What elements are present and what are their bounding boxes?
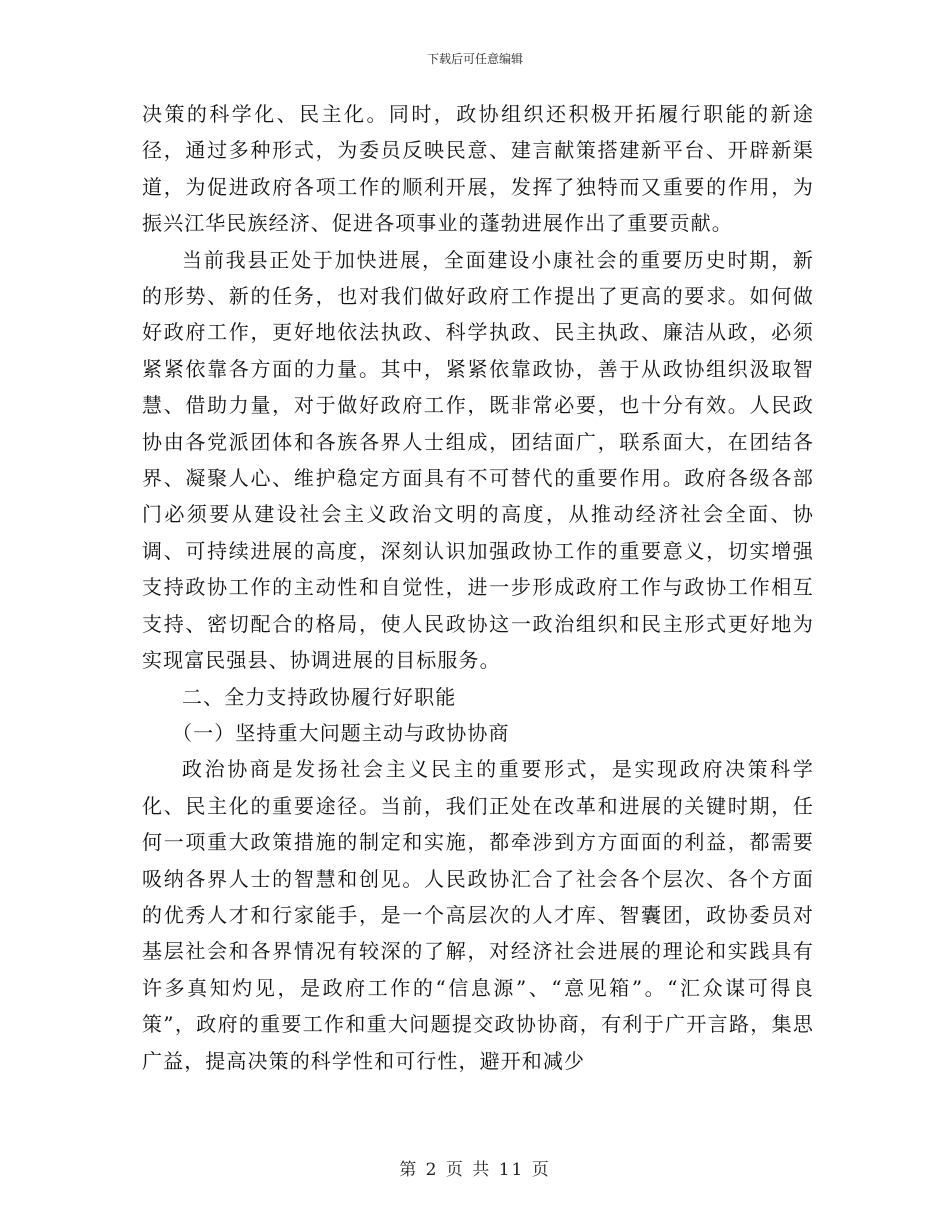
paragraph-current-situation: 当前我县正处于加快进展，全面建设小康社会的重要历史时期，新的形势、新的任务，也对我们做好政府工作提出了更高的要求。如何做好政府工作，更好地依法执政、科学执政、民主执政、廉洁从政，必须紧紧依靠各方面的力量。其中，紧紧依靠政协，善于从政协组织汲取智慧、借助力量，对于做好政府工作，既非常必要，也十分有效。人民政协由各党派团体和各族各界人士组成，团结面广，联系面大，在团结各界、凝聚人心、维护稳定方面具有不可替代的重要作用。政府各级各部门必须要从建设社会主义政治文明的高度，从推动经济社会全面、协调、可持续进展的高度，深刻认识加强政协工作的重要意义，切实增强支持政协工作的主动性和自觉性，进一步形成政府工作与政协工作相互支持、密切配合的格局，使人民政协这一政治组织和民主形式更好地为实现富民强县、协调进展的目标服务。	[142, 247, 814, 673]
page-number: 第 2 页 共 11 页	[399, 1160, 551, 1180]
paragraph-political-consultation: 政治协商是发扬社会主义民主的重要形式，是实现政府决策科学化、民主化的重要途径。当前，我们正处在改革和进展的关键时期，任何一项重大政策措施的制定和实施，都牵涉到方方面面的利益，都需要吸纳各界人士的智慧和创见。人民政协汇合了社会各个层次、各个方面的优秀人才和行家能手，是一个高层次的人才库、智囊团，政协委员对基层社会和各界情况有较深的了解，对经济社会进展的理论和实践具有许多真知灼见，是政府工作的“信息源”、“意见箱”。“汇众谋可得良策”，政府的重要工作和重大问题提交政协协商，有利于广开言路，集思广益，提高决策的科学性和可行性，避开和减少	[142, 757, 814, 1073]
subsection-heading: （一）坚持重大问题主动与政协协商	[172, 720, 510, 745]
document-body	[142, 96, 814, 1079]
paragraph-continuation: 决策的科学化、民主化。同时，政协组织还积极开拓履行职能的新途径，通过多种形式，为委员反映民意、建言献策搭建新平台、开辟新渠道，为促进政府各项工作的顺利开展，发挥了独特而又重要的作用，为振兴江华民族经济、促进各项事业的蓬勃进展作出了重要贡献。	[142, 102, 814, 236]
section-heading: 二、全力支持政协履行好职能	[182, 684, 457, 709]
page-header-note: 下载后可任意编辑	[426, 52, 523, 66]
